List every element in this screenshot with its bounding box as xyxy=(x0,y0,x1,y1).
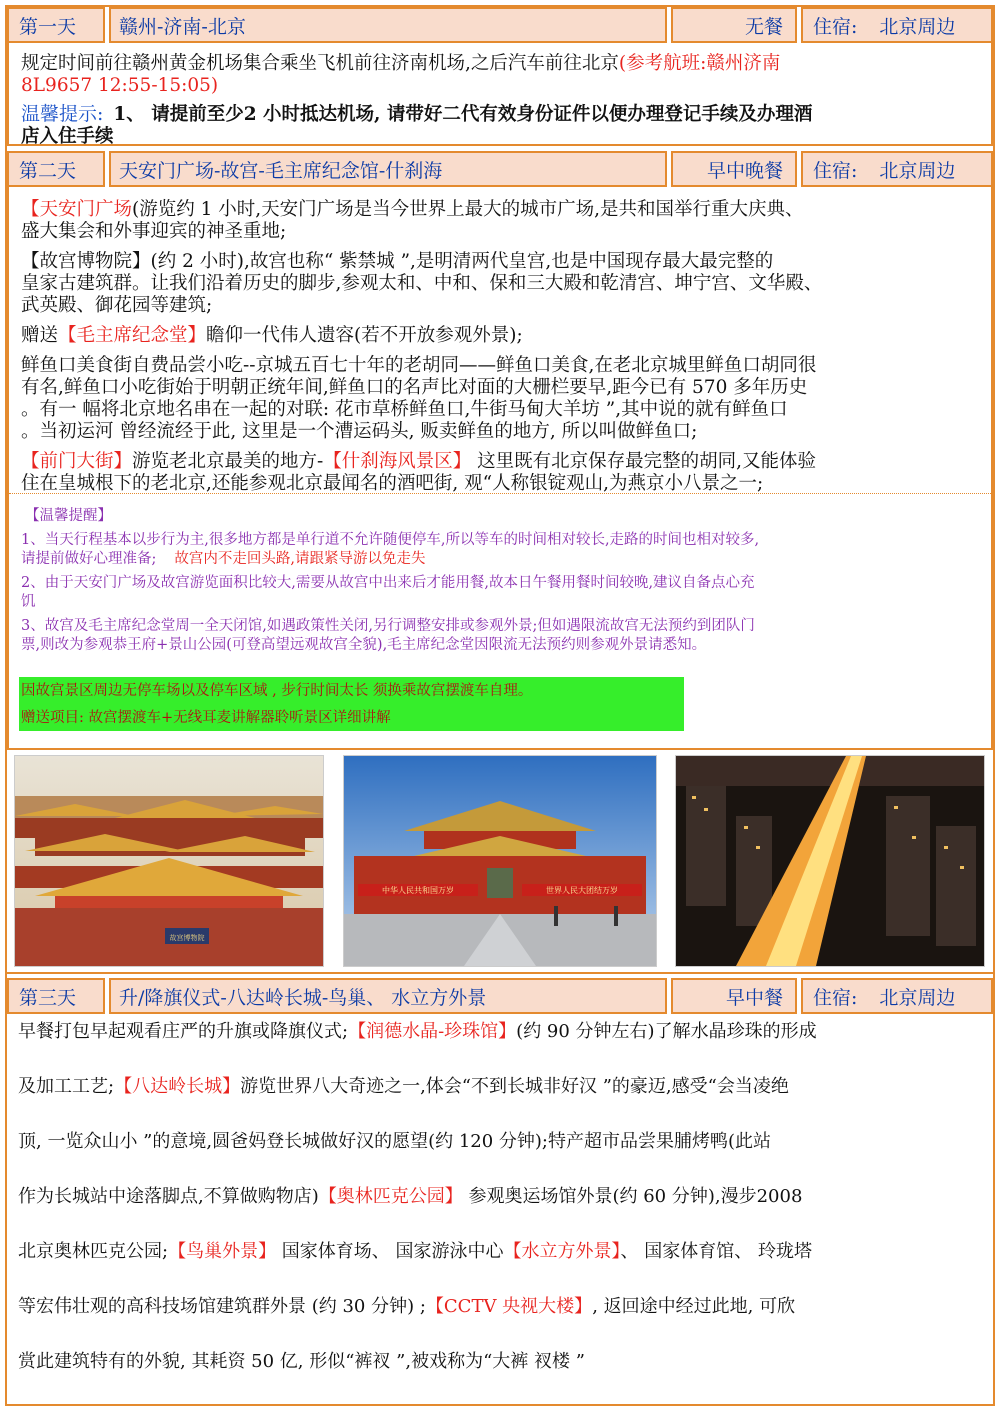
day3-l5-d: 【水立方外景】 xyxy=(503,1241,621,1262)
day2-route: 天安门广场-故宫-毛主席纪念馆-什刹海 xyxy=(109,151,667,187)
tiananmen-image xyxy=(344,756,656,966)
day1-tip xyxy=(21,103,979,126)
tiananmen-text-b: 盛大集会和外事迎宾的神圣重地; xyxy=(21,221,287,242)
xianyu-text-d: 。当初运河 曾经流经于此, 这里是一个漕运码头, 贩卖鲜鱼的地方, 所以叫做鲜鱼口; xyxy=(21,421,698,442)
green-note-2: 赠送项目: 故宫摆渡车+无线耳麦讲解器聆听景区详细讲解 xyxy=(21,710,391,726)
xianyu-text-c: 。有一 幅将北京地名串在一起的对联: 花市草桥鲜鱼口,牛街马甸大羊坊 ”,其中说的就有鲜鱼口 xyxy=(21,399,788,420)
day3-l1-b: 【润德水晶-珍珠馆】 xyxy=(348,1021,517,1042)
day3-l4-b: 【奥林匹克公园】 xyxy=(318,1186,463,1207)
qianmen-para xyxy=(21,451,979,473)
tiananmen-title: 【天安门广场 xyxy=(21,199,133,220)
day3-route: 升/降旗仪式-八达岭长城-鸟巢、 水立方外景 xyxy=(109,978,667,1014)
day3-line5 xyxy=(18,1241,983,1263)
tip3-b: 票,则改为参观恭王府+景山公园(可登高望远观故宫全貌),毛主席纪念堂因限流无法预约则参观外景请悉知。 xyxy=(21,637,707,653)
tiananmen-banner-right: 世界人民大团结万岁 xyxy=(546,886,618,895)
memorial-post: 瞻仰一代伟人遗容(若不开放参观外景); xyxy=(206,325,523,346)
day3-l6-b: 【CCTV 央视大楼】 xyxy=(425,1296,593,1317)
day3-stay-value: 北京周边 xyxy=(879,986,956,1009)
day2-stay-value: 北京周边 xyxy=(879,159,956,182)
day3-l4-c: 参观奥运场馆外景(约 60 分钟),漫步2008 xyxy=(462,1186,803,1207)
day3-l5-b: 【鸟巢外景】 xyxy=(168,1241,277,1262)
day3-l1-a: 早餐打包早起观看庄严的升旗或降旗仪式; xyxy=(18,1021,349,1042)
day3-l6-c: , 返回途中经过此地, 可欣 xyxy=(592,1296,796,1317)
day3-line4 xyxy=(18,1186,983,1208)
qianmen-text-b: 住在皇城根下的老北京,还能参观北京最闻名的酒吧街, 观“人称银锭观山,为燕京小八景之一; xyxy=(21,473,764,494)
day1-stay-value: 北京周边 xyxy=(879,15,956,38)
day3-l4-a: 作为长城站中途落脚点,不算做购物店) xyxy=(18,1186,319,1207)
day1-stay xyxy=(801,7,993,43)
day1-route: 赣州-济南-北京 xyxy=(109,7,667,43)
tiananmen-para xyxy=(21,199,979,221)
day3-meals: 早中餐 xyxy=(671,978,797,1014)
qianmen-mid: 游览老北京最美的地方- xyxy=(132,451,324,472)
day2-label: 第二天 xyxy=(7,151,105,187)
qianmen-title: 【前门大街】 xyxy=(21,451,133,472)
day1-header xyxy=(7,7,993,43)
forbidden-city-plaque: 故宫博物院 xyxy=(169,934,205,942)
day3-header xyxy=(7,978,993,1014)
tip2-a: 2、由于天安门广场及故宫游览面积比较大,需要从故宫中出来后才能用餐,故本日午餐用餐时间较晚,建议自备点心充 xyxy=(21,575,755,591)
day3-line7: 赏此建筑特有的外貌, 其耗资 50 亿, 形似“裤衩 ”,被戏称为“大裤 衩楼 ” xyxy=(18,1351,585,1372)
day3-line6 xyxy=(18,1296,983,1318)
beijing-night-photo xyxy=(675,755,985,967)
tip1-c: 故宫内不走回头路,请跟紧导游以免走失 xyxy=(174,551,426,567)
xianyu-text-a: 鲜鱼口美食街自费品尝小吃--京城五百七十年的老胡同——鲜鱼口美食,在老北京城里鲜鱼口胡同很 xyxy=(21,355,817,376)
memorial-title: 【毛主席纪念堂】 xyxy=(58,325,207,346)
green-note-1: 因故宫景区周边无停车场以及停车区域 , 步行时间太长 须换乘故宫摆渡车自理。 xyxy=(21,683,533,699)
qianmen-post: 这里既有北京保存最完整的胡同,又能体验 xyxy=(471,451,817,472)
day2-stay-label: 住宿: xyxy=(813,159,858,182)
tip1-a: 1、当天行程基本以步行为主,很多地方都是单行道不允许随便停车,所以等车的时间相对较长,走路的时间也相对较多, xyxy=(21,532,760,548)
tiananmen-text-a: (游览约 1 小时,天安门广场是当今世界上最大的城市广场,是共和国举行重大庆典、 xyxy=(132,199,804,220)
palace-text-a: 【故宫博物院】(约 2 小时),故宫也称“ 紫禁城 ”,是明清两代皇宫,也是中国现存最大最完整的 xyxy=(21,251,774,272)
day1-tip-label: 温馨提示: xyxy=(21,103,104,125)
day1-tip-text-a: 1、 请提前至少2 小时抵达机场, 请带好二代有效身份证件以便办理登记手续及办理酒 xyxy=(113,104,813,125)
day1-meals: 无餐 xyxy=(671,7,797,43)
day3-l2-a: 及加工工艺; xyxy=(18,1076,115,1097)
xianyu-text-b: 有名,鲜鱼口小吃街始于明朝正统年间,鲜鱼口的名声比对面的大栅栏要早,距今已有 570 多年历史 xyxy=(21,377,808,398)
memorial-pre: 赠送 xyxy=(21,325,59,346)
tips-divider xyxy=(9,493,991,494)
day1-flight-ref-a: (参考航班:赣州济南 xyxy=(618,53,781,74)
day1-stay-label: 住宿: xyxy=(813,15,858,38)
day3-label: 第三天 xyxy=(7,978,105,1014)
day2-tips xyxy=(21,507,759,655)
day2-main-text xyxy=(21,199,979,495)
tips-title: 【温馨提醒】 xyxy=(25,508,112,524)
palace-text-c: 武英殿、御花园等建筑; xyxy=(21,295,213,316)
day1-body xyxy=(7,43,993,146)
tip3-a: 3、故宫及毛主席纪念堂周一全天闭馆,如遇政策性关闭,另行调整安排或参观外景;但如遇限流故宫无法预约到团队门 xyxy=(21,618,755,634)
day3-l2-b: 【八达岭长城】 xyxy=(114,1076,241,1097)
day1-tip-text-b: 店入住手续 xyxy=(21,126,114,147)
day1-line1: 规定时间前往赣州黄金机场集合乘坐飞机前往济南机场,之后汽车前往北京 xyxy=(21,53,619,74)
shichahai-title: 【什刹海风景区】 xyxy=(323,451,472,472)
tiananmen-banner-left: 中华人民共和国万岁 xyxy=(382,886,454,895)
palace-text-b: 皇家古建筑群。让我们沿着历史的脚步,参观太和、中和、保和三大殿和乾清宫、坤宁宫、文华殿、 xyxy=(21,273,823,294)
tip2-b: 饥 xyxy=(21,594,36,610)
day3-line3: 顶, 一览众山小 ”的意境,圆爸妈登长城做好汉的愿望(约 120 分钟);特产超市品尝果脯烤鸭(此站 xyxy=(18,1131,772,1152)
memorial-para xyxy=(21,325,979,347)
day3-l5-a: 北京奥林匹克公园; xyxy=(18,1241,169,1262)
photo-divider xyxy=(7,972,993,974)
day3-l5-e: 、 国家体育馆、 玲珑塔 xyxy=(620,1241,812,1262)
tiananmen-photo xyxy=(343,755,657,967)
day3-l6-a: 等宏伟壮观的高科技场馆建筑群外景 (约 30 分钟) ; xyxy=(18,1296,426,1317)
day1-flight-ref-b: 8L9657 12:55-15:05) xyxy=(21,75,219,96)
tip1-b: 请提前做好心理准备; xyxy=(21,551,157,567)
forbidden-city-image xyxy=(15,756,323,966)
forbidden-city-photo xyxy=(14,755,324,967)
day3-l5-c: 国家体育场、 国家游泳中心 xyxy=(276,1241,504,1262)
day2-body xyxy=(7,187,993,750)
day3-l2-c: 游览世界八大奇迹之一,体会“不到长城非好汉 ”的豪迈,感受“会当凌绝 xyxy=(240,1076,789,1097)
day1-text xyxy=(21,53,979,75)
day3-stay-label: 住宿: xyxy=(813,986,858,1009)
day2-header xyxy=(7,151,993,187)
beijing-night-image xyxy=(676,756,984,966)
day3-line1 xyxy=(18,1021,983,1043)
day2-meals: 早中晚餐 xyxy=(671,151,797,187)
day3-stay xyxy=(801,978,993,1014)
day2-stay xyxy=(801,151,993,187)
day3-l1-c: (约 90 分钟左右)了解水晶珍珠的形成 xyxy=(516,1021,817,1042)
day3-line2 xyxy=(18,1076,983,1098)
day1-label: 第一天 xyxy=(7,7,105,43)
tip1-line2 xyxy=(21,550,759,569)
